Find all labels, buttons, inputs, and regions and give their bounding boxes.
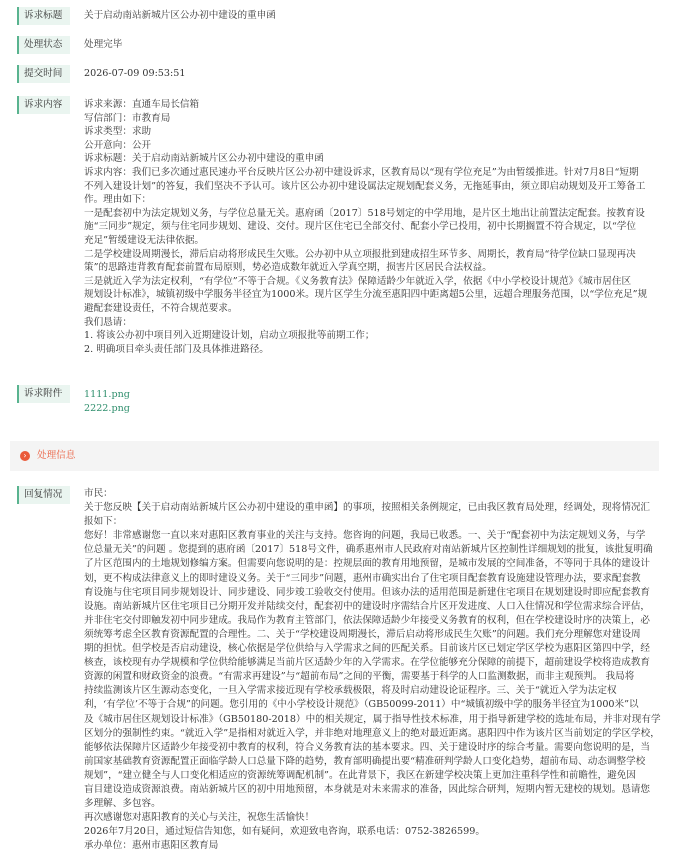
- text-line: 位总量无关”的问题 。您提到的惠府函〔2017〕518号文件，确系惠州市人民政府对南站新城片区控制性详细规划的批复，该批复明确: [84, 544, 653, 556]
- text-line: 一是配套初中为法定规划义务，与学位总量无关。惠府函〔2017〕518号划定的中学用地，是片区土地出让前置法定配套。按教育设: [84, 207, 645, 219]
- text-line: 策”的思路违背教育配套前置布局原则，势必造成数年就近入学真空期，损害片区居民合法权益。: [84, 262, 492, 274]
- text-line: 核查，该校现有办学规模和学位供给能够满足当前片区适龄少年的入学需求。在学位能够充分保障的前提下，超前建设学校将造成教育: [84, 657, 651, 669]
- text-line: 三是就近入学为法定权利，“有学位”不等于合规。《义务教育法》保障适龄少年就近入学，依据《中小学校设计规范》《城市居住区: [84, 275, 632, 287]
- text-line: 诉求内容：我们已多次通过惠民速办平台反映片区公办初中建设诉求，区教育局以“现有学位充足”为由暂缓推进。针对7月8日“短期: [84, 166, 639, 178]
- attachment-link[interactable]: 1111.png: [84, 389, 130, 400]
- text-line: 须统筹考虑全区教育资源配置的合理性。二、关于“学校建设周期漫长，滞后启动将形成民生欠账”的问题。我们充分理解您对建设周: [84, 628, 641, 640]
- text-line: 不列入建设计划”的答复，我们坚决不予认可。该片区公办初中建设属法定规划配套义务，无拖延事由，须立即启动规划及开工筹备工: [84, 180, 646, 192]
- text-line: 并非住宅交付即触发初中同步建成。我局作为教育主管部门，依法保障适龄少年接受义务教育的权利，但在学校建设时序的决策上，必: [84, 614, 651, 626]
- text-line: 规划设计标准》，城镇初级中学服务半径宜为1000米。现片区学生分流至惠阳四中距离超5公里，远超合理服务范围，以“学位充足”规: [84, 289, 648, 301]
- text-line: 诉求来源：直通车局长信箱: [84, 99, 200, 110]
- text-line: 区划分的强制性约束。“就近入学”是指相对就近入学，并非绝对地理意义上的绝对最近距离。惠阳四中作为该片区当前划定的学区学校，: [84, 727, 660, 739]
- attachment-link[interactable]: 2222.png: [84, 402, 130, 414]
- chevron-right-icon: ›: [20, 451, 30, 461]
- text-line: 公开意向：公开: [84, 139, 152, 151]
- text-line: 能够依法保障片区适龄少年接受初中教育的权利，符合义务教育法的基本要求。四、关于建设时序的综合考量。需要向您说明的是，当: [84, 741, 651, 753]
- text-line: 2026年7月20日，通过短信告知您，如有疑问，欢迎致电咨询，联系电话：0752-3826599。: [84, 826, 485, 838]
- text-line: 报如下：: [84, 516, 123, 528]
- text-line: 承办单位：惠州市惠阳区教育局: [84, 840, 219, 852]
- section-title: 处理信息: [37, 450, 76, 461]
- text-line: 诉求类型：求助: [84, 126, 152, 138]
- time-label: 提交时间: [17, 65, 70, 83]
- text-line: 期的担忧。但学校是否启动建设，核心依据是学位供给与入学需求之间的匹配关系。目前该片区已划定学区学校为惠阳区第四中学，经: [84, 643, 651, 655]
- time-value: 2026-07-09 09:53:51: [84, 68, 186, 79]
- content-text: [84, 98, 671, 356]
- reply-label: 回复情况: [17, 486, 70, 504]
- text-line: 育设施与住宅项目同步规划设计、同步建设、同步竣工验收交付使用。但该办法的适用范围是新建住宅项目在规划建设时即应配套教育: [84, 586, 651, 598]
- text-line: 再次感谢您对惠阳教育的关心与关注，祝您生活愉快！: [84, 812, 315, 824]
- text-line: 了片区范围内的土地规划修编方案。但需要向您说明的是：控规层面的教育用地预留，是城市发展的空间准备，不等同于具体的建设计: [84, 558, 651, 570]
- text-line: 利，‘有学位’不等于合规”的问题。您引用的《中小学校设计规范》（GB50099-2011）中“城镇初级中学的服务半径宜为1000米”以: [84, 699, 639, 711]
- text-line: 写信部门：市教育局: [84, 112, 171, 124]
- title-label: 诉求标题: [17, 7, 70, 25]
- text-line: 设施。南站新城片区住宅项目已分期开发并陆续交付，配套初中的建设时序需结合片区开发进度、人口入住情况和学位需求综合评估，: [84, 600, 651, 612]
- text-line: 1. 将该公办初中项目列入近期建设计划，启动立项报批等前期工作；: [84, 330, 375, 342]
- text-line: 您好！非常感谢您一直以来对惠阳区教育事业的关注与支持。您咨询的问题，我局已收悉。一、关于“配套初中为法定规划义务，与学: [84, 530, 646, 542]
- text-line: 二是学校建设周期漫长，滞后启动将形成民生欠账。公办初中从立项报批到建成招生环节多、周期长，教育局“待学位缺口显现再决: [84, 248, 636, 260]
- text-line: 避配套建设责任，不符合规范要求。: [84, 302, 238, 314]
- status-label: 处理状态: [17, 36, 70, 54]
- text-line: 我们恳请：: [84, 316, 132, 328]
- text-line: 盲目建设造成资源浪费。南站新城片区的初中用地预留，本身就是对未来需求的准备，因此综合研判，短期内暂无建校的规划。恳请您: [84, 783, 651, 795]
- title-value: 关于启动南站新城片区公办初中建设的重申函: [84, 10, 276, 21]
- text-line: 规划”，“建立健全与人口变化相适应的资源统筹调配机制”。在此背景下，我区在新建学校决策上更加注重科学性和前瞻性，避免因: [84, 769, 636, 781]
- text-line: 施“三同步”规定，须与住宅同步规划、建设、交付。现片区住宅已全部交付、配套小学已投用，初中长期搁置不符合规定，以“学位: [84, 221, 636, 233]
- reply-text: [84, 487, 671, 853]
- status-value: 处理完毕: [84, 39, 123, 50]
- text-line: 作。理由如下：: [84, 194, 152, 206]
- text-line: 多理解、多包容。: [84, 798, 161, 810]
- text-line: 及《城市居住区规划设计标准》（GB50180-2018）中的相关规定，属于指导性技术标准，用于指导新建学校的选址布局，并非对现有学: [84, 713, 661, 725]
- text-line: 充足”暂缓建设无法律依据。: [84, 234, 205, 246]
- text-line: 前国家基础教育资源配置正面临学龄人口总量下降的趋势，教育部明确提出要“精准研判学龄人口变化趋势，超前布局、动态调整学校: [84, 755, 646, 767]
- attach-label: 诉求附件: [17, 385, 70, 403]
- text-line: 市民：: [84, 488, 113, 499]
- text-line: 诉求标题：关于启动南站新城片区公办初中建设的重申函: [84, 153, 324, 165]
- text-line: 划，更不构成法律意义上的即时建设义务。关于“三同步”问题，惠州市确实出台了住宅项目配套教育设施建设管理办法，要求配套教: [84, 572, 641, 584]
- text-line: 2. 明确项目牵头责任部门及具体推进路径。: [84, 343, 269, 355]
- section-header[interactable]: [10, 441, 659, 471]
- text-line: 资源的闲置和财政资金的浪费。“有需求再建设”与“超前布局”之间的平衡，需要基于科学的人口监测数据，而非主观预判。 我局将: [84, 671, 635, 683]
- text-line: 关于您反映【关于启动南站新城片区公办初中建设的重申函】的事项，按照相关条例规定，已由我区教育局处理，经调处，现将情况汇: [84, 502, 651, 514]
- attachment-list: [84, 388, 671, 415]
- content-label: 诉求内容: [17, 96, 70, 114]
- text-line: 持续监测该片区生源动态变化，一旦入学需求接近现有学校承载极限，将及时启动建设论证程序。三、关于“就近入学为法定权: [84, 685, 617, 697]
